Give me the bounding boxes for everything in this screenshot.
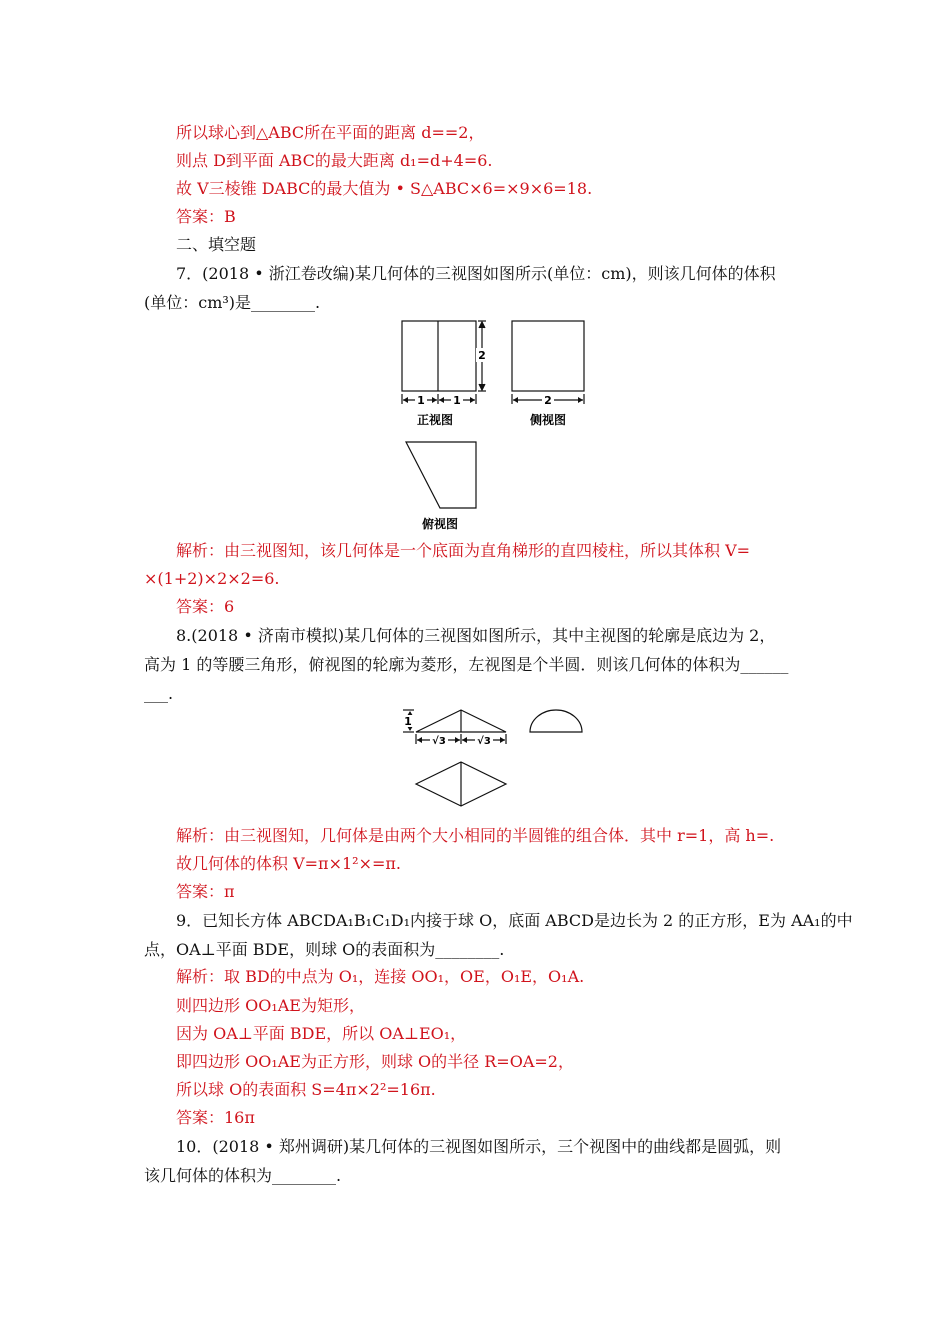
top-view-caption: 俯视图: [421, 517, 459, 531]
question-8-line-2: 高为 1 的等腰三角形，俯视图的轮廓为菱形，左视图是个半圆．则该几何体的体积为______: [144, 655, 789, 674]
answer-7: 答案：6: [176, 597, 235, 616]
question-10-line-2: 该几何体的体积为________.: [144, 1166, 342, 1185]
solution-line-max-volume: 故 V三棱锥 DABC的最大值为 • S△ABC×6=×9×6=18.: [176, 179, 593, 198]
question-8-line-1: 8.(2018 • 济南市模拟)某几何体的三视图如图所示，其中主视图的轮廓是底边为 2，: [176, 626, 776, 645]
solution-9-line-4: 即四边形 OO₁AE为正方形，则球 O的半径 R=OA=2，: [176, 1052, 574, 1071]
dim-label-width-2: 2: [544, 394, 552, 407]
solution-9-line-3: 因为 OA⊥平面 BDE，所以 OA⊥EO₁，: [176, 1024, 467, 1043]
solution-9-line-5: 所以球 O的表面积 S=4π×2²=16π.: [176, 1080, 436, 1099]
question-7-line-2: (单位：cm³)是________.: [144, 293, 321, 312]
top-view-trapezoid: [406, 442, 476, 508]
question-9-line-2: 点，OA⊥平面 BDE，则球 O的表面积为________.: [144, 940, 505, 959]
figure-7-three-views: [390, 316, 600, 536]
figure-8-three-views: [398, 704, 588, 812]
dim-label-1b: 1: [453, 394, 461, 407]
answer-6: 答案：B: [176, 207, 236, 226]
section-heading-fill-in: 二、填空题: [176, 235, 257, 254]
solution-8-line-1: 解析：由三视图知，几何体是由两个大小相同的半圆锥的组合体．其中 r=1，高 h=.: [176, 826, 775, 845]
question-9-line-1: 9．已知长方体 ABCDA₁B₁C₁D₁内接于球 O，底面 ABCD是边长为 2 的正方形，E为 AA₁的中: [176, 911, 853, 930]
fig8-left-base-label: √3: [432, 736, 446, 747]
side-view-caption: 侧视图: [529, 413, 567, 427]
solution-8-line-2: 故几何体的体积 V=π×1²×=π.: [176, 854, 401, 873]
solution-9-line-2: 则四边形 OO₁AE为矩形，: [176, 996, 365, 1015]
answer-9: 答案：16π: [176, 1108, 255, 1127]
question-10-line-1: 10．(2018 • 郑州调研)某几何体的三视图如图所示，三个视图中的曲线都是圆弧，则: [176, 1137, 782, 1156]
front-view-caption: 正视图: [416, 413, 454, 427]
answer-8: 答案：π: [176, 882, 235, 901]
solution-7-line-1: 解析：由三视图知，该几何体是一个底面为直角梯形的直四棱柱，所以其体积 V=: [176, 541, 751, 560]
fig8-right-base-label: √3: [477, 736, 491, 747]
question-7-line-1: 7．(2018 • 浙江卷改编)某几何体的三视图如图所示(单位：cm)，则该几何体的体积: [176, 264, 776, 283]
solution-7-line-2: ×(1+2)×2×2=6.: [144, 569, 280, 588]
side-view-semicircle: [530, 710, 582, 732]
dim-label-1a: 1: [417, 394, 425, 407]
side-view-rect: [512, 321, 584, 391]
solution-line-max-distance: 则点 D到平面 ABC的最大距离 d₁=d+4=6.: [176, 151, 493, 170]
front-view-rect: [402, 321, 476, 391]
solution-9-line-1: 解析：取 BD的中点为 O₁，连接 OO₁，OE，O₁E，O₁A.: [176, 967, 585, 986]
fig8-height-label: 1: [404, 715, 412, 728]
dim-label-height-2: 2: [478, 349, 486, 362]
question-8-line-3: ___.: [144, 684, 174, 703]
solution-line-distance: 所以球心到△ABC所在平面的距离 d==2，: [176, 123, 485, 142]
